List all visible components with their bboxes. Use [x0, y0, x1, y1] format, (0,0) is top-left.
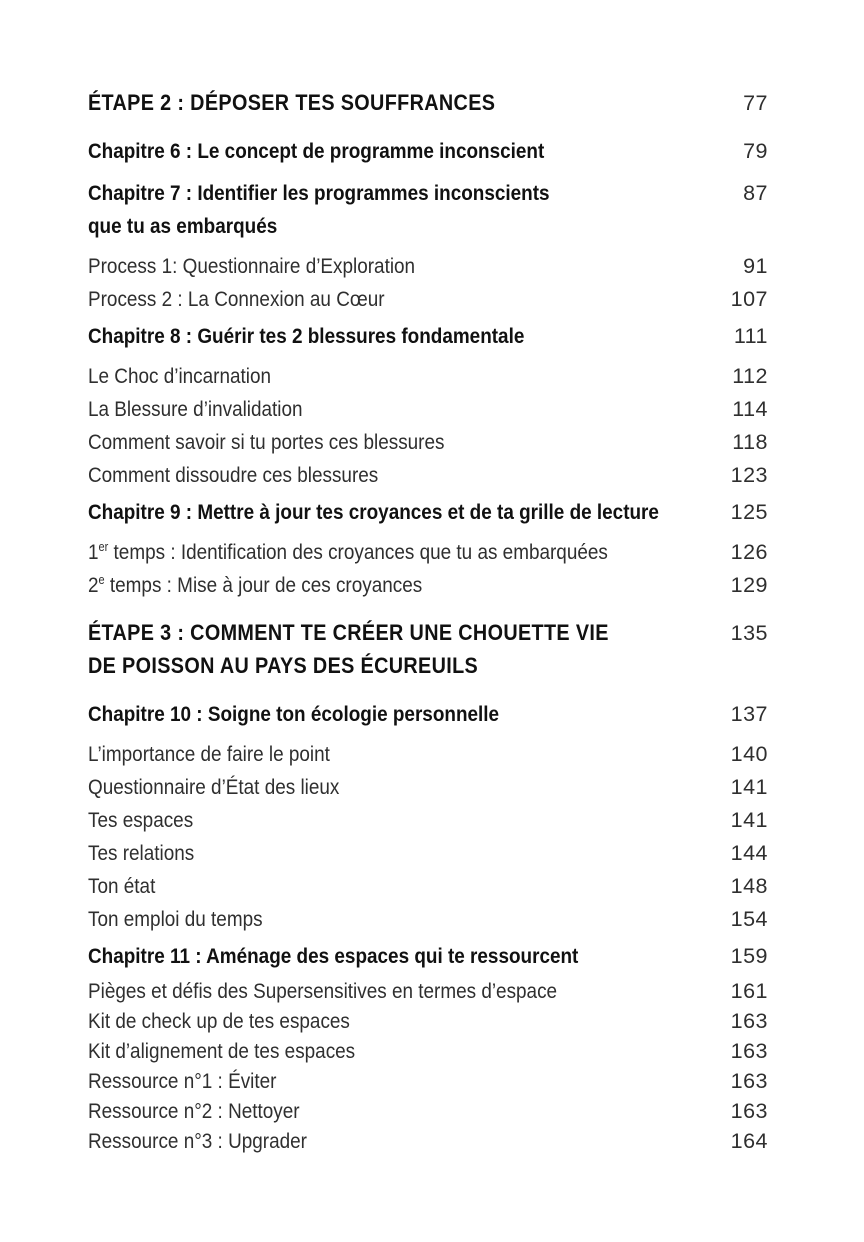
toc-entry — [88, 943, 768, 969]
toc-entry-label: Comment savoir si tu portes ces blessures — [88, 430, 445, 454]
toc-entry-page: 141 — [730, 808, 768, 832]
toc-entry-page: 159 — [730, 944, 768, 968]
toc-entry-page: 135 — [730, 621, 768, 645]
toc-entry-page: 125 — [730, 500, 768, 524]
toc-entry-label: Ressource n°2 : Nettoyer — [88, 1099, 300, 1123]
toc-entry-label: ÉTAPE 2 : DÉPOSER TES SOUFFRANCES — [88, 90, 496, 115]
toc-entry-page: 91 — [743, 254, 768, 278]
toc-entry-page: 118 — [732, 430, 768, 454]
ordinal-superscript: e — [98, 572, 105, 587]
toc-entry-label: Process 1: Questionnaire d’Exploration — [88, 254, 416, 278]
toc-entry — [88, 286, 768, 312]
toc-entry-page: 129 — [730, 573, 768, 597]
toc-entry-page: 114 — [732, 397, 768, 421]
toc-entry-label: Chapitre 11 : Aménage des espaces qui te ressourcent — [88, 944, 579, 968]
toc-entry-label: 1er temps : Identification des croyances que tu as embarquées — [88, 539, 608, 564]
toc-entry-page: 107 — [730, 287, 768, 311]
ordinal-superscript: er — [98, 539, 109, 554]
toc-entry — [88, 906, 768, 932]
toc-entry-label: Process 2 : La Connexion au Cœur — [88, 287, 385, 311]
toc-entry-label: Pièges et défis des Supersensitives en termes d’espace — [88, 979, 558, 1003]
toc-entry-label: Kit de check up de tes espaces — [88, 1009, 350, 1033]
toc-entry — [88, 499, 768, 525]
toc-entry-label: Chapitre 9 : Mettre à jour tes croyances et de ta grille de lecture — [88, 500, 659, 524]
toc-entry — [88, 1038, 768, 1064]
toc-entry-page: 112 — [732, 364, 768, 388]
toc-entry — [88, 323, 768, 349]
toc-entry-label: Ton emploi du temps — [88, 907, 263, 931]
toc-entry-label: Kit d’alignement de tes espaces — [88, 1039, 356, 1063]
toc-entry — [88, 701, 768, 727]
toc-entry — [88, 807, 768, 833]
toc-entry-label: Le Choc d’incarnation — [88, 364, 272, 388]
toc-entry-page: 163 — [730, 1099, 768, 1123]
toc-entry-label: Comment dissoudre ces blessures — [88, 463, 379, 487]
toc-entry — [88, 572, 768, 598]
toc-entry — [88, 462, 768, 488]
toc-entry — [88, 1068, 768, 1094]
toc-entry-page: 144 — [730, 841, 768, 865]
toc-entry-page: 161 — [730, 979, 768, 1003]
toc-entry-page: 164 — [730, 1129, 768, 1153]
toc-entry-page: 137 — [730, 702, 768, 726]
toc-entry-label: Ressource n°3 : Upgrader — [88, 1129, 307, 1153]
toc-entry — [88, 396, 768, 422]
toc-entry-page: 163 — [730, 1009, 768, 1033]
toc-entry-label: Chapitre 6 : Le concept de programme inconscient — [88, 139, 545, 163]
toc-entry-page: 87 — [743, 181, 768, 205]
toc-entry — [88, 1128, 768, 1154]
toc-entry — [88, 774, 768, 800]
toc-entry-label: Questionnaire d’État des lieux — [88, 775, 340, 799]
toc-entry-page: 111 — [733, 324, 768, 348]
toc-entry-page: 79 — [743, 139, 768, 163]
toc-entry-label: Ressource n°1 : Éviter — [88, 1069, 277, 1093]
toc-entry-label: DE POISSON AU PAYS DES ÉCUREUILS — [88, 653, 479, 678]
toc-entry-label: Tes espaces — [88, 808, 194, 832]
toc-entry — [88, 429, 768, 455]
toc-entry-label: Chapitre 10 : Soigne ton écologie personnelle — [88, 702, 500, 726]
toc-entry-page: 148 — [730, 874, 768, 898]
toc-entry-page: 140 — [730, 742, 768, 766]
toc-entry-label: Tes relations — [88, 841, 195, 865]
toc-entry — [88, 1098, 768, 1124]
toc-entry-label: Ton état — [88, 874, 156, 898]
toc-entry-page: 141 — [730, 775, 768, 799]
toc-entry — [88, 363, 768, 389]
toc-entry-label: La Blessure d’invalidation — [88, 397, 303, 421]
toc-entry-label: ÉTAPE 3 : COMMENT TE CRÉER UNE CHOUETTE VIE — [88, 620, 609, 645]
toc-entry — [88, 840, 768, 866]
toc-entry-page: 163 — [730, 1069, 768, 1093]
toc-entry-page: 126 — [730, 540, 768, 564]
toc-entry-page: 123 — [730, 463, 768, 487]
toc-entry-label: L’importance de faire le point — [88, 742, 330, 766]
toc-entry — [88, 90, 768, 116]
toc-entry — [88, 741, 768, 767]
toc-entry-page: 77 — [743, 91, 768, 115]
toc-entry-label: 2e temps : Mise à jour de ces croyances — [88, 572, 423, 597]
toc-entry — [88, 873, 768, 899]
toc-entry — [88, 539, 768, 565]
toc-entry — [88, 978, 768, 1004]
toc-entry-page: 163 — [730, 1039, 768, 1063]
toc-entry — [88, 180, 768, 239]
toc-entry-label: Chapitre 7 : Identifier les programmes inconscients — [88, 181, 550, 205]
toc-entry-label: que tu as embarqués — [88, 214, 278, 238]
toc-entry — [88, 1008, 768, 1034]
toc-entry-page: 154 — [730, 907, 768, 931]
toc-entry — [88, 138, 768, 164]
toc-entry — [88, 620, 768, 679]
toc-entry — [88, 253, 768, 279]
toc-entry-label: Chapitre 8 : Guérir tes 2 blessures fondamentale — [88, 324, 525, 348]
